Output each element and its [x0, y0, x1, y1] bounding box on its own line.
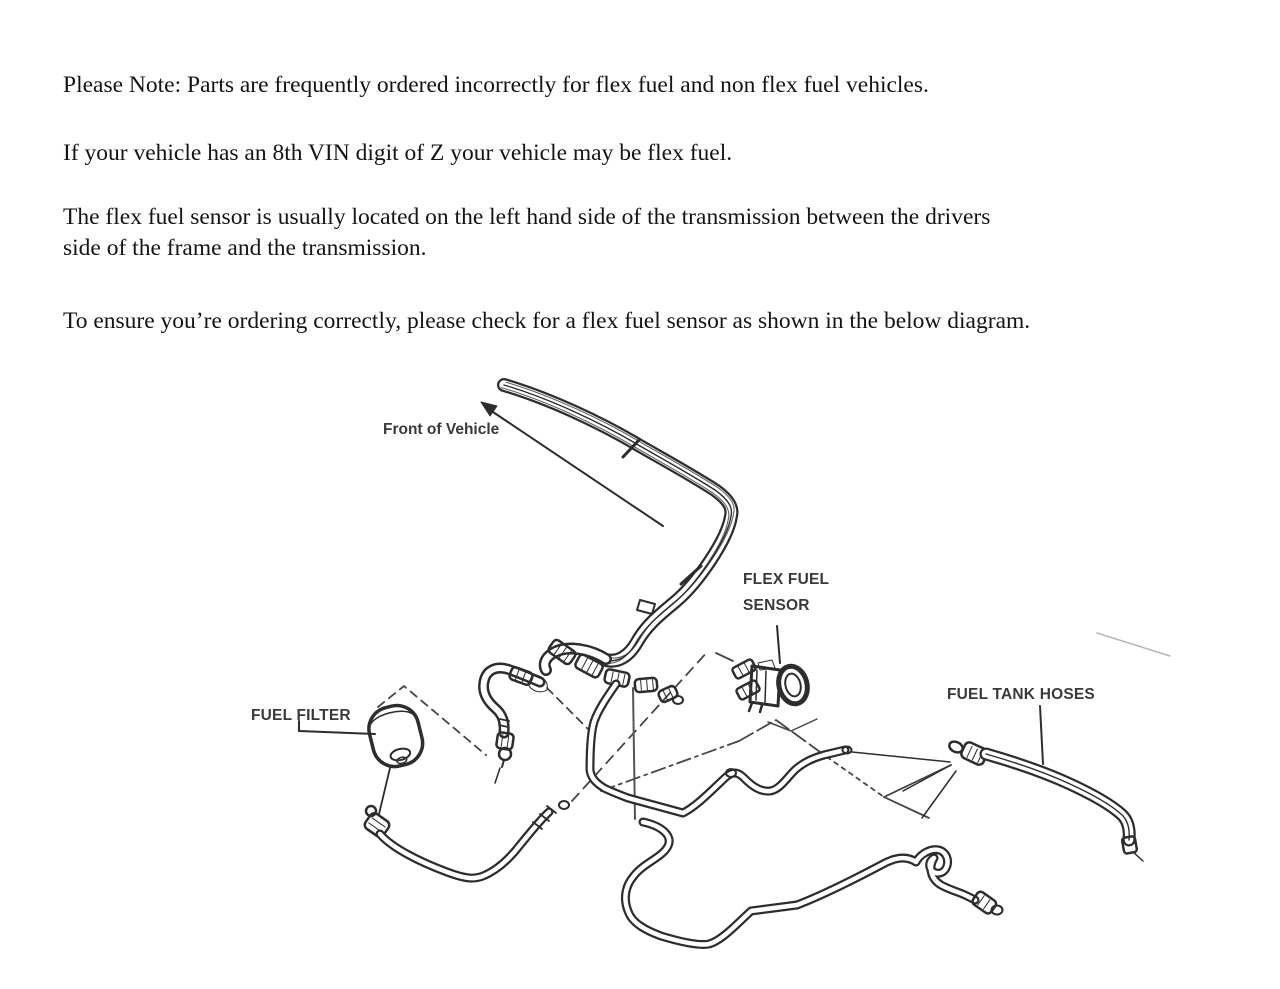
- flex-fuel-sensor-label-line1: FLEX FUEL: [743, 571, 830, 588]
- fuel-tank-hoses-label: FUEL TANK HOSES: [947, 686, 1095, 703]
- bottom-fuel-hose: [625, 822, 1002, 945]
- bundle-clip-tab: [637, 600, 655, 614]
- lower-left-hose: [380, 801, 569, 878]
- fuel-line-bundle: [501, 382, 734, 663]
- flex-fuel-sensor-part: [731, 626, 811, 712]
- jumper-hose: [484, 666, 548, 783]
- notice-paragraph-4: To ensure you’re ordering correctly, please check for a flex fuel sensor as shown in the below diagram.: [63, 308, 1031, 334]
- top-crop-bar: [540, 0, 640, 6]
- fuel-tank-hoses-part: [903, 706, 1143, 861]
- notice-paragraph-3: The flex fuel sensor is usually located on the left hand side of the transmission between the drivers side of the frame and the transmission.: [63, 204, 991, 261]
- notice-paragraph-1: Please Note: Parts are frequently ordered incorrectly for flex fuel and non flex fuel vehicles.: [63, 72, 929, 98]
- front-of-vehicle-label: Front of Vehicle: [383, 421, 500, 438]
- fuel-filter-label: FUEL FILTER: [251, 707, 351, 724]
- flex-fuel-sensor-label-line2: SENSOR: [743, 597, 810, 614]
- flex-fuel-sensor-leader: [777, 626, 780, 663]
- notice-paragraph-2: If your vehicle has an 8th VIN digit of Z your vehicle may be flex fuel.: [63, 140, 733, 166]
- fuel-tank-hoses-leader: [1040, 706, 1043, 764]
- front-of-vehicle-arrow-icon: [481, 402, 663, 526]
